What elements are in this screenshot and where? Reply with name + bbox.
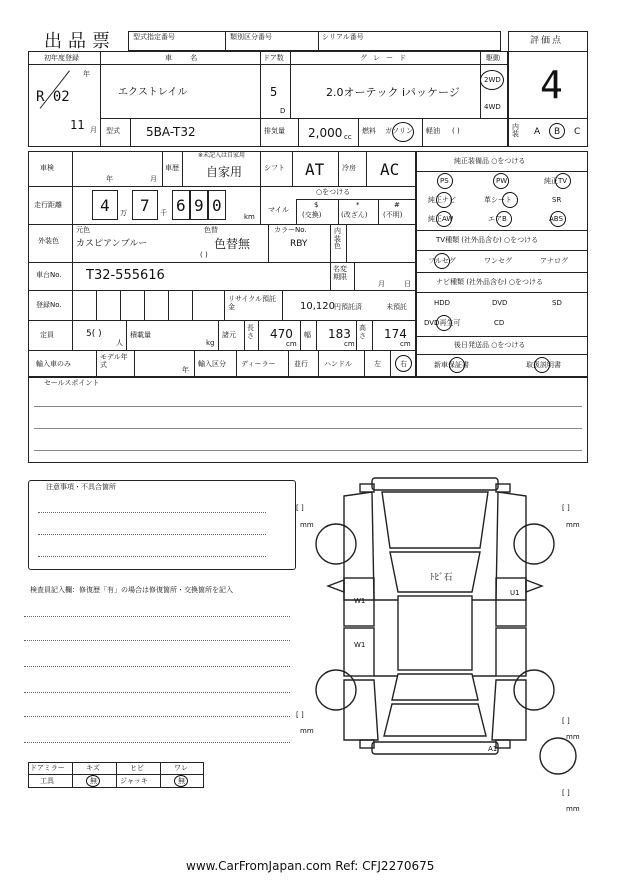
mile-label: マイル [268,206,289,214]
legend-tools: 工具 [40,777,54,785]
navi-sd: SD [552,299,562,307]
model-year-unit: 年 [182,366,189,374]
first-reg-label: 初年度登録 [44,54,79,62]
light-oil-label: 軽油 [426,127,440,135]
mileage-label: 走行距離 [34,201,62,209]
handle-right-circle [395,355,412,372]
name-change-day: 日 [404,280,411,288]
light-oil-paren: ( ) [452,127,460,135]
equip-leather: 革シート [484,196,512,204]
navi-dvd-play-circle [436,315,452,331]
tire-mm-fr: mm [566,521,580,529]
later-manual-circle [534,357,550,373]
inspection-month: 月 [150,175,157,183]
equip-ps-circle [437,173,453,189]
tv-fullseg: フルセグ [428,257,456,265]
tire-bracket-fr: [ ] [562,504,570,512]
recycle-value: 10,120 [300,301,335,312]
length-value: 470 [270,327,293,341]
equip-pw-circle [493,173,509,189]
damage-rear-bumper: A1 [488,745,498,753]
equip-tv-circle [555,173,571,189]
height-label: 高さ [359,324,366,341]
orig-color-value: カスピアンブルー [76,239,148,249]
model-value: 5BA-T32 [146,125,196,139]
mileage-d4: 9 [194,196,204,215]
legend-crack: ヒビ [130,764,144,772]
displacement-label: 排気量 [264,127,285,135]
recycle-label: リサイクル預託金 [228,295,277,312]
repaint-paren: ( ) [200,251,208,259]
history-label: 車歴 [165,164,179,172]
repaint-value: 色替無 [214,237,251,251]
navi-title: ナビ種類 (社外品含む) ○をつける [436,278,544,286]
fuel-gasoline: ガソリン [385,127,413,135]
width-cm: cm [344,340,355,348]
width-value: 183 [328,327,351,341]
drive-label: 駆動 [486,54,500,62]
damage-right-front-door: U1 [510,589,520,597]
tv-oneseg: ワンセグ [484,257,512,265]
tire-bracket-fl: [ ] [296,504,304,512]
navi-dvd-play: DVD再生可 [424,319,461,327]
tire-mm-rr: mm [566,733,580,741]
tire-bracket-rr: [ ] [562,717,570,725]
category-label: 類別区分番号 [230,33,272,41]
exchange-sym: $ [314,201,319,209]
dims-label: 諸元 [222,331,236,339]
handle-right: 右 [400,360,407,368]
chassis-label: 車台No. [36,271,62,279]
sheet-title: 出品票 [44,31,116,52]
grade-value: 2.0オーテック iパッケージ [326,86,460,99]
interior-a: A [534,127,541,137]
unknown-label: (不明) [383,211,403,219]
later-title: 後日発送品 ○をつける [454,341,526,349]
footer-credit: www.CarFromJapan.com Ref: CFJ2270675 [186,859,435,873]
name-change-label: 名変期限 [333,265,347,282]
equip-navi-circle [436,192,452,208]
cc-unit: cc [344,133,352,141]
width-label: 幅 [304,331,311,339]
equip-navi: 純正ナビ [428,196,456,204]
damage-left-rear-door: W1 [354,641,366,649]
later-warranty: 新車保証書 [434,361,469,369]
equip-ps: PS [440,177,449,185]
color-no-label: カラーNo. [274,226,307,234]
equip-leather-circle [502,192,518,208]
sales-point-label: セールスポイント [44,379,100,387]
damage-windshield: ﾄﾋﾞ石 [430,573,453,583]
dealer-label: ディーラー [241,360,276,368]
equip-abs-circle [550,211,566,227]
tamper-sym: * [356,201,360,209]
recycle-unit: 円預託済 [334,303,362,311]
history-note: ※未記入は自家用 [198,152,246,159]
recycle-unpaid: 未預託 [386,303,407,311]
serial-label: シリアル番号 [322,33,364,41]
navi-hdd: HDD [434,299,451,307]
length-cm: cm [286,340,297,348]
mileage-d3: 6 [176,196,186,215]
equip-sr: SR [552,196,562,204]
navi-dvd: DVD [492,299,508,307]
mileage-d2: 7 [140,196,150,215]
inspection-label: 車検 [40,164,54,172]
drive-circle-mark [480,70,504,90]
legend-jack-value: 無 [178,777,185,785]
equip-aw-circle [436,211,452,227]
interior-grade-label: 内装 [512,123,519,138]
doors-label: ドア数 [263,54,284,62]
navi-cd: CD [494,319,505,327]
legend-tools-value: 無 [90,777,97,785]
score-value: 4 [540,63,563,107]
tv-fullseg-circle [434,253,450,269]
car-name-label: 車 名 [165,54,206,62]
tire-mm-fl: mm [300,521,314,529]
capacity-label: 定員 [40,331,54,339]
legend-scratch: キズ [86,764,100,772]
first-reg-month: 11 [70,118,85,132]
tools-circle [86,775,100,787]
doors-value: 5 [270,85,278,99]
tv-title: TV種類 (社外品含む) ○をつける [436,236,539,244]
load-label: 積載量 [130,331,151,339]
legend-mirror: ドアミラー [30,764,65,772]
first-reg-month-unit: 月 [90,126,97,134]
parallel-label: 並行 [294,360,308,368]
orig-color-label: 外装色 [38,237,59,245]
inspection-year: 年 [106,175,113,183]
mileage-circle-note: ○をつける [316,188,351,196]
fuel-label: 燃料 [362,127,376,135]
fuel-circle-mark [392,122,414,142]
mileage-unit-sen: 千 [160,209,167,217]
aircon-value: AC [380,160,400,179]
height-cm: cm [400,340,411,348]
interior-color-label: 内装色 [334,227,341,251]
first-reg-year-unit: 年 [83,70,90,78]
aircon-label: 冷房 [342,164,356,172]
name-change-month: 月 [378,280,385,288]
inspector-label: 検査員記入欄：修復歴「有」の場合は修復箇所・交換箇所を記入 [30,586,233,594]
legend-break: ワレ [174,764,188,772]
model-year-label: モデル年式 [100,353,128,370]
load-unit: kg [206,339,215,347]
later-warranty-circle [449,357,465,373]
damage-left-front-door: W1 [354,597,366,605]
notes-label: 注意事項・不具合箇所 [46,483,116,491]
handle-left: 左 [374,360,381,368]
doors-suffix: D [280,107,286,115]
interior-b-circle [549,123,565,139]
exchange-label: (交換) [302,211,322,219]
equip-airbag: エアB [488,215,507,223]
chassis-value: T32-555616 [86,268,165,283]
grade-label: グレード [360,54,412,62]
import-label: 輸入車のみ [36,360,71,368]
tire-mm-spare: mm [566,805,580,813]
interior-c: C [574,127,581,137]
legend-jack: ジャッキ [120,777,148,785]
later-manual: 取扱説明書 [526,361,561,369]
car-name-value: エクストレイル [118,87,188,98]
mileage-d1: 4 [100,196,110,215]
length-label: 長さ [247,324,254,341]
type-cert-box [128,31,501,51]
mileage-unit-man: 万 [120,209,127,217]
handle-label: ハンドル [324,360,352,368]
equipment-title: 純正装備品 ○をつける [454,157,526,165]
shift-label: シフト [264,164,285,172]
import-class-label: 輸入区分 [198,360,226,368]
capacity-value: 5( ) [86,329,102,339]
jack-circle [174,775,188,787]
interior-b: B [554,127,561,137]
equip-abs: ABS [549,215,563,223]
drive-4wd: 4WD [484,103,501,111]
orig-color-sub: 元色 [76,226,90,234]
capacity-unit: 人 [116,339,123,347]
displacement-value: 2,000 [308,126,343,140]
history-value: 自家用 [206,165,243,179]
equip-tv: 純正TV [544,177,568,185]
tire-mm-rl: mm [300,727,314,735]
equip-aw: 純正AW [428,215,454,223]
tire-bracket-rl: [ ] [296,711,304,719]
tv-analog: アナログ [540,257,568,265]
mileage-km-unit: km [244,213,255,221]
drive-2wd: 2WD [484,76,501,84]
score-label: 評価点 [530,36,564,46]
model-label: 型式 [106,127,120,135]
first-reg-era-year: R 02 [36,89,70,105]
detail-table [28,151,416,377]
equip-airbag-circle [496,211,512,227]
type-cert-label: 型式指定番号 [133,33,175,41]
mileage-d5: 0 [212,196,222,215]
tire-bracket-spare: [ ] [562,789,570,797]
shift-value: AT [305,160,325,179]
repaint-label: 色替 [204,226,218,234]
height-value: 174 [384,327,407,341]
color-no-value: RBY [290,239,308,249]
reg-no-label: 登録No. [36,301,62,309]
tamper-label: (改ざん) [341,211,368,219]
unknown-sym: # [394,201,400,209]
equip-pw: PW [496,177,508,185]
